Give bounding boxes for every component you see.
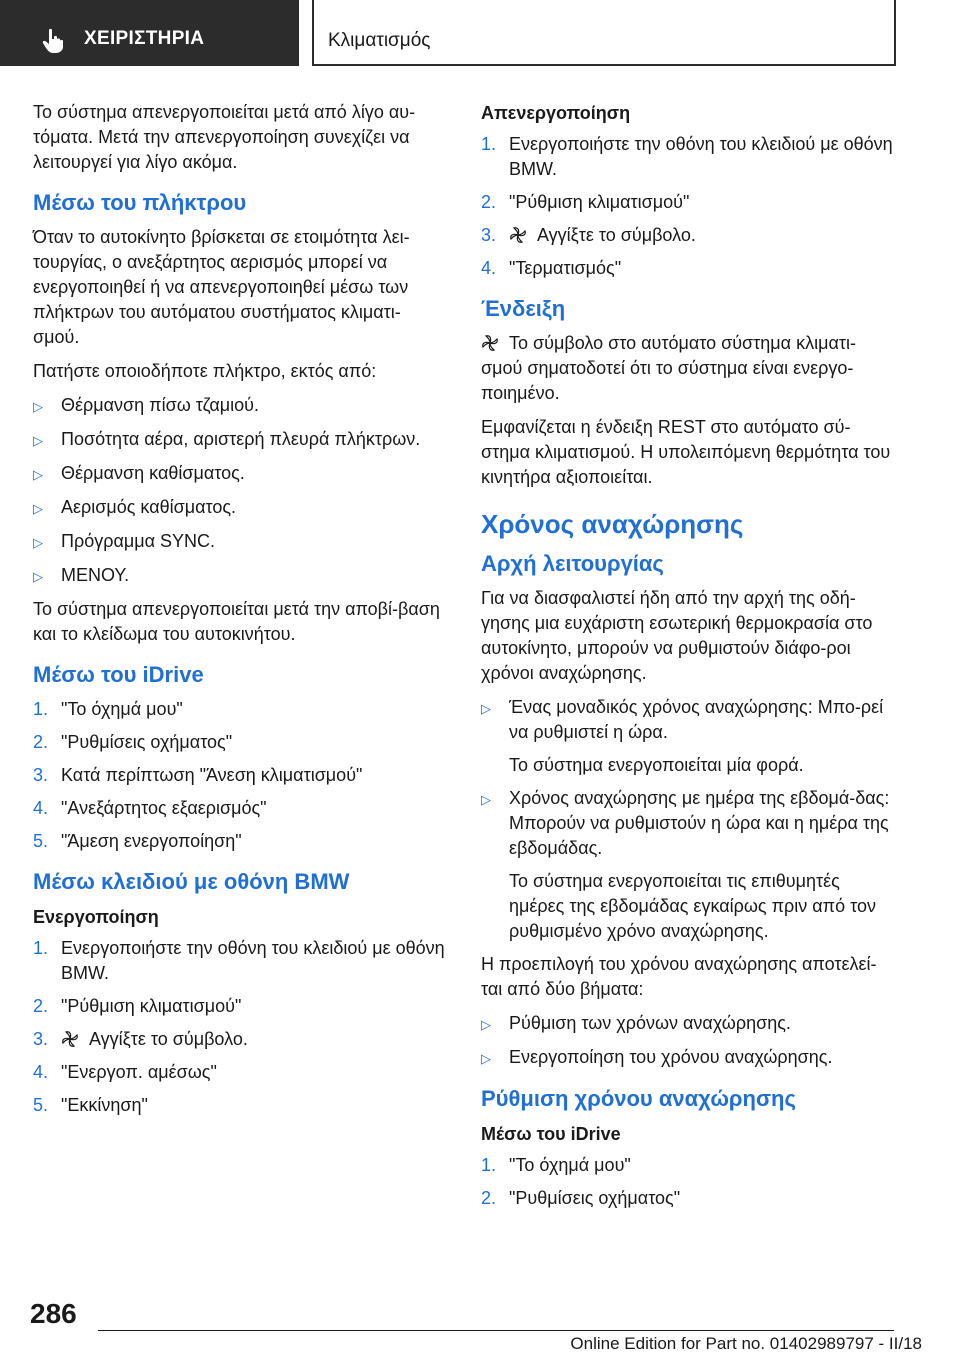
paragraph: Όταν το αυτοκίνητο βρίσκεται σε ετοιμότητα λει-τουργίας, ο ανεξάρτητος αερισμός μπορεί να ενεργοποιηθεί ή να απενεργοποιηθεί μέσω των πλήκτρων του αυτόματου συστήματος κλιματι-σμού. — [33, 227, 410, 347]
list-item: ▷ Ενεργοποίηση του χρόνου αναχώρησης. — [481, 1045, 895, 1071]
key-activation-steps — [33, 936, 447, 1118]
left-column — [33, 100, 447, 1126]
heading-via-idrive: Μέσω του iDrive — [33, 662, 204, 687]
triangle-bullet-icon: ▷ — [33, 433, 43, 448]
chapter-tab — [312, 0, 896, 66]
list-item: ▷ Ποσότητα αέρα, αριστερή πλευρά πλήκτρων. — [33, 427, 447, 453]
list-item: 1. Ενεργοποιήστε την οθόνη του κλειδιού με οθόνη BMW. — [481, 134, 893, 179]
heading-departure-time: Χρόνος αναχώρησης — [481, 509, 744, 539]
set-departure-steps — [481, 1153, 895, 1211]
list-note: Το σύστημα ενεργοποιείται τις επιθυμητές ημέρες της εβδομάδας εγκαίρως πριν από τον ρυθμισμένο χρόνο αναχώρησης. — [509, 871, 876, 941]
paragraph: Για να διασφαλιστεί ήδη από την αρχή της οδή-γησης μια ευχάριστη εσωτερική θερμοκρασία στο αυτοκίνητο, μπορούν να ρυθμιστούν διάφο-ροι χρόνοι αναχώρησης. — [481, 588, 873, 683]
heading-via-buttons: Μέσω του πλήκτρου — [33, 190, 247, 215]
list-item: 4. "Ανεξάρτητος εξαερισμός" — [33, 798, 267, 818]
section-label: ΧΕΙΡΙΣΤΗΡΙΑ — [84, 28, 205, 49]
edition-note: Online Edition for Part no. 01402989797 - II/18 — [570, 1334, 922, 1353]
list-item: 2. "Ρυθμίσεις οχήματος" — [481, 1188, 681, 1208]
departure-types-list — [481, 695, 895, 745]
triangle-bullet-icon: ▷ — [481, 701, 491, 716]
page-number: 286 — [30, 1298, 77, 1329]
departure-types-list — [481, 786, 895, 861]
heading-via-key: Μέσω κλειδιού με οθόνη BMW — [33, 869, 350, 894]
list-item: 3. Αγγίξτε το σύμβολο. — [33, 1029, 248, 1049]
heading-activation: Ενεργοποίηση — [33, 907, 159, 927]
heading-principle: Αρχή λειτουργίας — [481, 551, 664, 576]
paragraph: Πατήστε οποιοδήποτε πλήκτρο, εκτός από: — [33, 361, 377, 381]
footer-divider — [98, 1330, 894, 1331]
triangle-bullet-icon: ▷ — [33, 569, 43, 584]
list-item: ▷ Αερισμός καθίσματος. — [33, 495, 447, 521]
heading-via-idrive: Μέσω του iDrive — [481, 1124, 621, 1144]
triangle-bullet-icon: ▷ — [33, 399, 43, 414]
list-note: Το σύστημα ενεργοποιείται μία φορά. — [509, 755, 804, 775]
triangle-bullet-icon: ▷ — [33, 501, 43, 516]
paragraph: Το σύμβολο στο αυτόματο σύστημα κλιματι-σμού σηματοδοτεί ότι το σύστημα είναι ενεργο-ποιημένο. — [481, 333, 856, 403]
list-item: ▷ Θέρμανση καθίσματος. — [33, 461, 447, 487]
triangle-bullet-icon: ▷ — [33, 535, 43, 550]
heading-deactivation: Απενεργοποίηση — [481, 103, 631, 123]
paragraph: Το σύστημα απενεργοποιείται μετά την αποβί-βαση και το κλείδωμα του αυτοκινήτου. — [33, 599, 440, 644]
triangle-bullet-icon: ▷ — [33, 467, 43, 482]
exception-list — [33, 393, 447, 589]
list-item: 5. "Εκκίνηση" — [33, 1095, 148, 1115]
triangle-bullet-icon: ▷ — [481, 792, 491, 807]
list-item: 3. Κατά περίπτωση "Άνεση κλιματισμού" — [33, 765, 363, 785]
heading-set-departure: Ρύθμιση χρόνου αναχώρησης — [481, 1086, 796, 1111]
triangle-bullet-icon: ▷ — [481, 1017, 491, 1032]
fan-symbol-icon — [509, 226, 527, 244]
list-item: ▷ Πρόγραμμα SYNC. — [33, 529, 447, 555]
page-header — [0, 0, 960, 66]
list-item: 2. "Ρύθμιση κλιματισμού" — [481, 192, 690, 212]
chapter-label: Κλιματισμός — [328, 30, 431, 51]
paragraph: Το σύστημα απενεργοποιείται μετά από λίγο αυ-τόματα. Μετά την απενεργοποίηση συνεχίζει να λειτουργεί για λίγο ακόμα. — [33, 102, 416, 172]
paragraph: Η προεπιλογή του χρόνου αναχώρησης αποτελεί-ται από δύο βήματα: — [481, 954, 877, 999]
section-tab — [0, 0, 299, 66]
list-item: 4. "Ενεργοπ. αμέσως" — [33, 1062, 217, 1082]
fan-symbol-icon — [61, 1030, 79, 1048]
right-column — [481, 100, 895, 1219]
default-steps-list — [481, 1011, 895, 1071]
list-item: 4. "Τερματισμός" — [481, 258, 622, 278]
heading-indicator: Ένδειξη — [481, 296, 566, 321]
list-item: 3. Αγγίξτε το σύμβολο. — [481, 225, 696, 245]
list-item: ▷ Χρόνος αναχώρησης με ημέρα της εβδομά-δας: Μπορούν να ρυθμιστούν η ώρα και η ημέρα της εβδομάδας. — [481, 786, 895, 861]
key-deactivation-steps — [481, 132, 895, 281]
list-item: 5. "Άμεση ενεργοποίηση" — [33, 831, 242, 851]
triangle-bullet-icon: ▷ — [481, 1051, 491, 1066]
hand-pointer-icon — [40, 26, 68, 54]
list-item: ▷ ΜΕΝΟΥ. — [33, 563, 447, 589]
list-item: 1. "Το όχημά μου" — [33, 699, 183, 719]
list-item: ▷ Ρύθμιση των χρόνων αναχώρησης. — [481, 1011, 895, 1037]
idrive-steps — [33, 697, 447, 854]
list-item: 1. Ενεργοποιήστε την οθόνη του κλειδιού με οθόνη BMW. — [33, 938, 445, 983]
list-item: 2. "Ρύθμιση κλιματισμού" — [33, 996, 242, 1016]
list-item: 2. "Ρυθμίσεις οχήματος" — [33, 732, 233, 752]
list-item: ▷ Ένας μοναδικός χρόνος αναχώρησης: Μπο-ρεί να ρυθμιστεί η ώρα. — [481, 695, 895, 745]
list-item: ▷ Θέρμανση πίσω τζαμιού. — [33, 393, 447, 419]
list-item: 1. "Το όχημά μου" — [481, 1155, 631, 1175]
paragraph: Εμφανίζεται η ένδειξη REST στο αυτόματο σύ-στημα κλιματισμού. Η υπολειπόμενη θερμότητα του κινητήρα αξιοποιείται. — [481, 417, 891, 487]
fan-symbol-icon — [481, 334, 499, 352]
